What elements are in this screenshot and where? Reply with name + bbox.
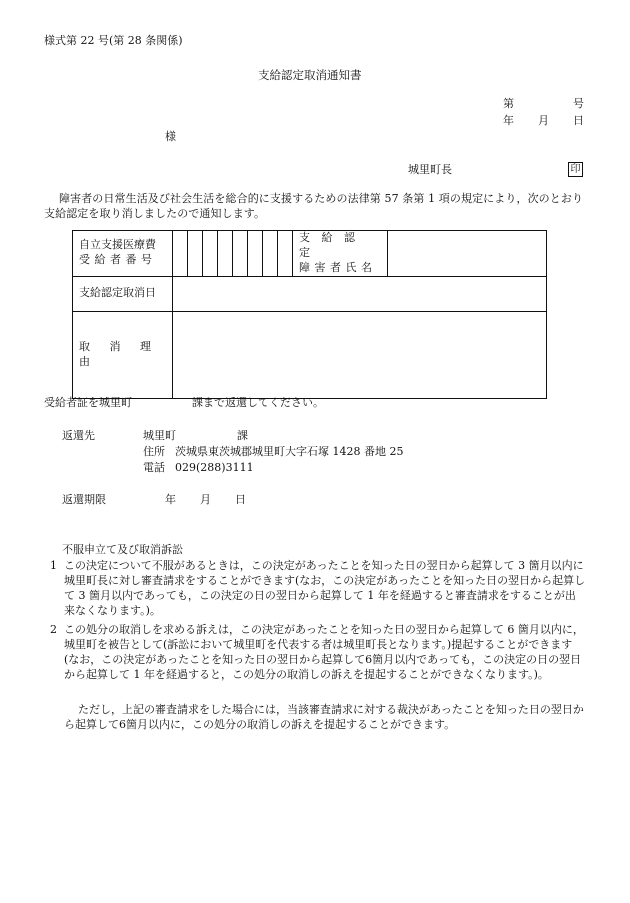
recipient-number-digit[interactable] (218, 231, 233, 277)
notice-table (72, 230, 547, 399)
date-month: 月 (538, 114, 549, 127)
addressee-suffix: 様 (165, 130, 176, 143)
doc-number-prefix: 第 (503, 97, 514, 110)
sender-name: 城里町長 (408, 163, 452, 176)
seal-mark (568, 162, 583, 177)
deadline-day: 日 (235, 493, 246, 506)
recipient-number-digit[interactable] (173, 231, 188, 277)
cancel-date-field[interactable] (173, 276, 547, 311)
recipient-number-digit[interactable] (233, 231, 248, 277)
appeal-item-2 (50, 623, 586, 682)
return-instruction (44, 396, 324, 411)
appeal-heading: 不服申立て及び取消訴訟 (62, 543, 183, 556)
patient-name-label (293, 231, 388, 277)
doc-number-suffix: 号 (573, 97, 584, 110)
body-paragraph: 障害者の日常生活及び社会生活を総合的に支援するための法律第 57 条第 1 項の規定により，次のとおり支給認定を取り消しましたので通知します。 (44, 192, 584, 220)
seal-box: 印 (568, 162, 583, 177)
appeal-item-1 (50, 559, 586, 618)
date-day: 日 (573, 114, 584, 127)
deadline-year: 年 (165, 493, 176, 506)
patient-name-label-line2: 障 害 者 氏 名 (299, 260, 373, 274)
phone-value: 029(288)3111 (175, 461, 254, 474)
address-value: 茨城県東茨城郡城里町大字石塚 1428 番地 25 (175, 445, 404, 458)
recipient-number-label-line2: 受 給 者 番 号 (79, 253, 153, 267)
appeal-item-2-text: この処分の取消しを求める訴えは，この決定があったことを知った日の翌日から起算して 6 箇月以内に，城里町を被告として(訴訟において城里町を代表する者は城里町長となります。)提起することができます(なお，この決定があったことを知った日の翌日から起算して6箇月以内であっても，この決定の日の翌日から起算して 1 年を経過すると，この処分の取消しの訴えを提起することができなくなります。)。 (64, 623, 584, 681)
recipient-number-digit[interactable] (278, 231, 293, 277)
recipient-number-row (73, 231, 547, 277)
recipient-number-digit[interactable] (263, 231, 278, 277)
appeal-item-1-number: 1 (50, 559, 57, 572)
appeal-item-2-number: 2 (50, 623, 57, 636)
cancel-reason-label: 取 消 理 由 (73, 311, 173, 398)
cancel-reason-field[interactable] (173, 311, 547, 398)
date-year: 年 (503, 114, 514, 127)
address-label: 住所 (143, 445, 165, 458)
recipient-number-digit[interactable] (188, 231, 203, 277)
patient-name-field[interactable] (388, 231, 547, 277)
cancel-reason-row (73, 311, 547, 398)
recipient-number-label (73, 231, 173, 277)
return-deadline-label: 返還期限 (62, 493, 106, 506)
return-instruction-part1: 受給者証を城里町 (44, 396, 132, 409)
phone-label: 電話 (143, 461, 165, 474)
recipient-number-digit[interactable] (248, 231, 263, 277)
recipient-number-digit[interactable] (203, 231, 218, 277)
appeal-note: ただし，上記の審査請求をした場合には，当該審査請求に対する裁決があったことを知った日の翌日から起算して6箇月以内に，この処分の取消しの訴えを提起することができます。 (64, 703, 584, 731)
deadline-month: 月 (200, 493, 211, 506)
cancel-date-label: 支給認定取消日 (73, 276, 173, 311)
return-destination-office: 城里町 (143, 429, 176, 442)
cancel-date-row (73, 276, 547, 311)
return-destination-label: 返還先 (62, 429, 95, 442)
recipient-number-label-line1: 自立支援医療費 (79, 238, 156, 252)
return-destination-section: 課 (237, 429, 248, 442)
form-number: 様式第 22 号(第 28 条関係) (44, 34, 183, 47)
patient-name-label-line1: 支 給 認 定 (299, 231, 359, 259)
document-title: 支給認定取消通知書 (258, 68, 362, 82)
appeal-item-1-text: この決定について不服があるときは，この決定があったことを知った日の翌日から起算して 3 箇月以内に城里町長に対し審査請求をすることができます(なお，この決定があったことを知った日の翌日から起算して 3 箇月以内であっても，この決定の日の翌日から起算して 1 年を経過すると審査請求をすることが出来なくなります。)。 (64, 559, 586, 617)
return-instruction-part2: 課まで返還してください。 (192, 396, 324, 409)
